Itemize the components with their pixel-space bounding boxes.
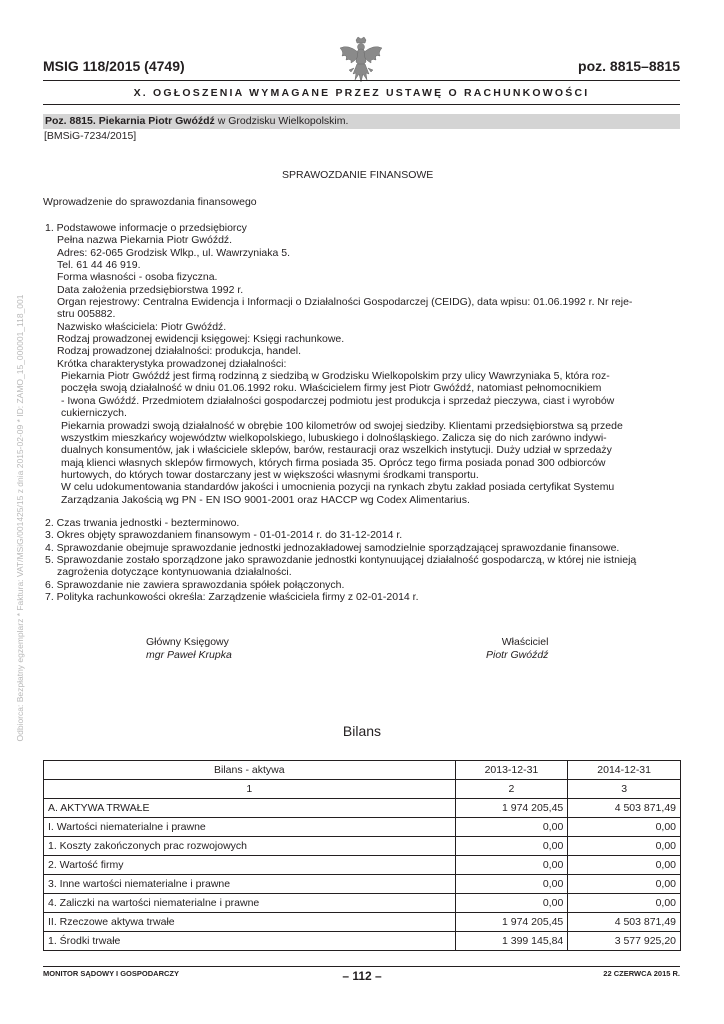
header-rule — [43, 80, 680, 81]
table-row — [44, 875, 681, 894]
polish-eagle-emblem-icon — [338, 36, 384, 86]
row-label: 3. Inne wartości niematerialne i prawne — [44, 875, 456, 894]
paragraph: 5. Sprawozdanie zostało sporządzone jako sprawozdanie jednostki kontynuującej działalność gospodarczą, w której nie istnieją — [45, 553, 637, 566]
paragraph: cukierniczych. — [61, 407, 127, 420]
journal-issue: MSIG 118/2015 (4749) — [43, 58, 185, 74]
paragraph: Rodzaj prowadzonej działalności: produkcja, handel. — [57, 345, 301, 358]
paragraph: hurtowych, do których towar dostarczany jest w większości własnymi środkami transportu. — [61, 468, 479, 481]
paragraph: - Iwona Gwóźdź. Przedmiotem działalności gospodarczej podmiotu jest produkcja i sprzedaż pieczywa, ciast i wyrobów — [61, 394, 615, 407]
value-2013: 1 974 205,45 — [455, 799, 568, 818]
entry-location: w Grodzisku Wielkopolskim. — [214, 115, 349, 127]
value-2014: 0,00 — [568, 818, 681, 837]
document-body — [45, 222, 680, 603]
spacer — [45, 506, 680, 517]
document-title: SPRAWOZDANIE FINANSOWE — [282, 169, 434, 181]
row-label: 4. Zaliczki na wartości niematerialne i prawne — [44, 894, 456, 913]
table-row — [44, 894, 681, 913]
column-header: 2014-12-31 — [568, 761, 681, 780]
paragraph: Piekarnia Piotr Gwóźdź jest firmą rodzinną z siedzibą w Grodzisku Wielkopolskim przy ulicy Wawrzyniaka 5, która roz- — [61, 370, 610, 383]
paragraph: 3. Okres objęty sprawozdaniem finansowym - 01-01-2014 r. do 31-12-2014 r. — [45, 529, 403, 542]
value-2014: 0,00 — [568, 875, 681, 894]
paragraph: poczęła swoją działalność w dniu 01.06.1992 roku. Właścicielem firmy jest Piotr Gwóźdź, natomiast pełnomocnikiem — [61, 382, 602, 395]
watermark-text: Odbiorca: Bezpłatny egzemplarz * Faktura: VAT/MSiG/001425/15 z dnia 2015-02-09 * ID: ZAMO_15_000001_118_001 — [15, 294, 25, 742]
entry-reference: [BMSiG-7234/2015] — [44, 130, 137, 142]
signature-owner — [486, 636, 548, 662]
table-number-row — [44, 780, 681, 799]
paragraph: 6. Sprawozdanie nie zawiera sprawozdania spółek połączonych. — [45, 578, 345, 591]
value-2014: 0,00 — [568, 837, 681, 856]
signature-title: Właściciel — [501, 636, 549, 648]
paragraph: 7. Polityka rachunkowości określa: Zarządzenie właściciela firmy z 02-01-2014 r. — [45, 590, 419, 603]
value-2013: 0,00 — [455, 837, 568, 856]
row-label: 2. Wartość firmy — [44, 856, 456, 875]
column-number: 3 — [568, 780, 681, 799]
paragraph: Data założenia przedsiębiorstwa 1992 r. — [57, 283, 244, 296]
paragraph: 4. Sprawozdanie obejmuje sprawozdanie jednostki jednozakładowej samodzielnie sporządzającej sprawozdanie finansowe. — [45, 541, 620, 554]
balance-sheet-table — [43, 760, 681, 951]
value-2013: 0,00 — [455, 875, 568, 894]
signature-title: Główny Księgowy — [146, 636, 229, 648]
paragraph: Tel. 61 44 46 919. — [57, 259, 141, 272]
section-rule — [43, 104, 680, 105]
entry-heading — [43, 114, 680, 129]
paragraph: Pełna nazwa Piekarnia Piotr Gwóźdź. — [57, 234, 233, 247]
value-2013: 1 399 145,84 — [455, 932, 568, 951]
paragraph: Adres: 62-065 Grodzisk Wlkp., ul. Wawrzyniaka 5. — [57, 246, 291, 259]
paragraph: W celu udokumentowania standardów jakości i umocnienia pozycji na rynkach zbytu zakład posiada certyfikat Systemu — [61, 481, 615, 494]
paragraph: Organ rejestrowy: Centralna Ewidencja i Informacji o Działalności Gospodarczej (CEIDG), data wpisu: 01.06.1992 r. Nr reje- — [57, 296, 633, 309]
table-row — [44, 856, 681, 875]
footer-rule — [43, 966, 680, 967]
paragraph: stru 005882. — [57, 308, 116, 321]
row-label: 1. Koszty zakończonych prac rozwojowych — [44, 837, 456, 856]
row-label: I. Wartości niematerialne i prawne — [44, 818, 456, 837]
signature-name: Piotr Gwóźdź — [486, 649, 549, 661]
column-header: 2013-12-31 — [455, 761, 568, 780]
paragraph: Piekarnia prowadzi swoją działalność w obrębie 100 kilometrów od swojej siedziby. Klientami przedsiębiorstwa są przede — [61, 419, 623, 432]
side-watermark — [15, 294, 30, 742]
value-2013: 0,00 — [455, 818, 568, 837]
column-number: 2 — [455, 780, 568, 799]
row-label: 1. Środki trwałe — [44, 932, 456, 951]
row-label: A. AKTYWA TRWAŁE — [44, 799, 456, 818]
table-row — [44, 932, 681, 951]
column-header: Bilans - aktywa — [44, 761, 456, 780]
table-row — [44, 913, 681, 932]
balance-sheet-title: Bilans — [342, 723, 382, 739]
column-number: 1 — [44, 780, 456, 799]
row-label: II. Rzeczowe aktywa trwałe — [44, 913, 456, 932]
value-2013: 0,00 — [455, 894, 568, 913]
value-2013: 1 974 205,45 — [455, 913, 568, 932]
intro-heading: Wprowadzenie do sprawozdania finansowego — [43, 196, 257, 208]
value-2014: 4 503 871,49 — [568, 913, 681, 932]
table-row — [44, 837, 681, 856]
footer-date: 22 CZERWCA 2015 R. — [603, 969, 680, 978]
table-row — [44, 818, 681, 837]
value-2014: 0,00 — [568, 894, 681, 913]
paragraph: Zarządzania Jakością wg PN - EN ISO 9001-2001 oraz HACCP wg Codex Alimentarius. — [61, 493, 470, 506]
paragraph: mają klienci własnych sklepów firmowych, których firma posiada 35. Oprócz tego firma posiada ponad 300 odbiorców — [61, 456, 606, 469]
position-number: poz. 8815–8815 — [578, 58, 680, 74]
signature-name: mgr Paweł Krupka — [146, 649, 232, 661]
table-header-row — [44, 761, 681, 780]
paragraph: zagrożenia dotyczące kontynuowania działalności. — [57, 566, 292, 579]
paragraph: dualnych konsumentów, jak i właściciele sklepów, barów, restauracji oraz wszelkich instytucji. Duży udział w sprzedaży — [61, 444, 612, 457]
table-row — [44, 799, 681, 818]
paragraph: Forma własności - osoba fizyczna. — [57, 271, 218, 284]
paragraph: wszystkim mieszkańcy województw wielkopolskiego, lubuskiego i dolnośląskiego. Zalicza się do nich zarówno indywi- — [61, 431, 607, 444]
page-number: – 112 – — [342, 969, 382, 983]
section-title: X. OGŁOSZENIA WYMAGANE PRZEZ USTAWĘ O RACHUNKOWOŚCI — [133, 87, 590, 99]
paragraph: Krótka charakterystyka prowadzonej działalności: — [57, 357, 287, 370]
value-2014: 0,00 — [568, 856, 681, 875]
value-2014: 3 577 925,20 — [568, 932, 681, 951]
value-2013: 0,00 — [455, 856, 568, 875]
signature-accountant — [146, 636, 232, 662]
entry-title: Poz. 8815. Piekarnia Piotr Gwóźdź — [45, 115, 215, 127]
paragraph: Nazwisko właściciela: Piotr Gwóźdź. — [57, 320, 227, 333]
footer-publication: MONITOR SĄDOWY I GOSPODARCZY — [43, 969, 179, 978]
paragraph: Rodzaj prowadzonej ewidencji księgowej: Księgi rachunkowe. — [57, 333, 345, 346]
paragraph: 1. Podstawowe informacje o przedsiębiorcy — [45, 222, 247, 234]
value-2014: 4 503 871,49 — [568, 799, 681, 818]
paragraph: 2. Czas trwania jednostki - bezterminowo. — [45, 516, 240, 529]
